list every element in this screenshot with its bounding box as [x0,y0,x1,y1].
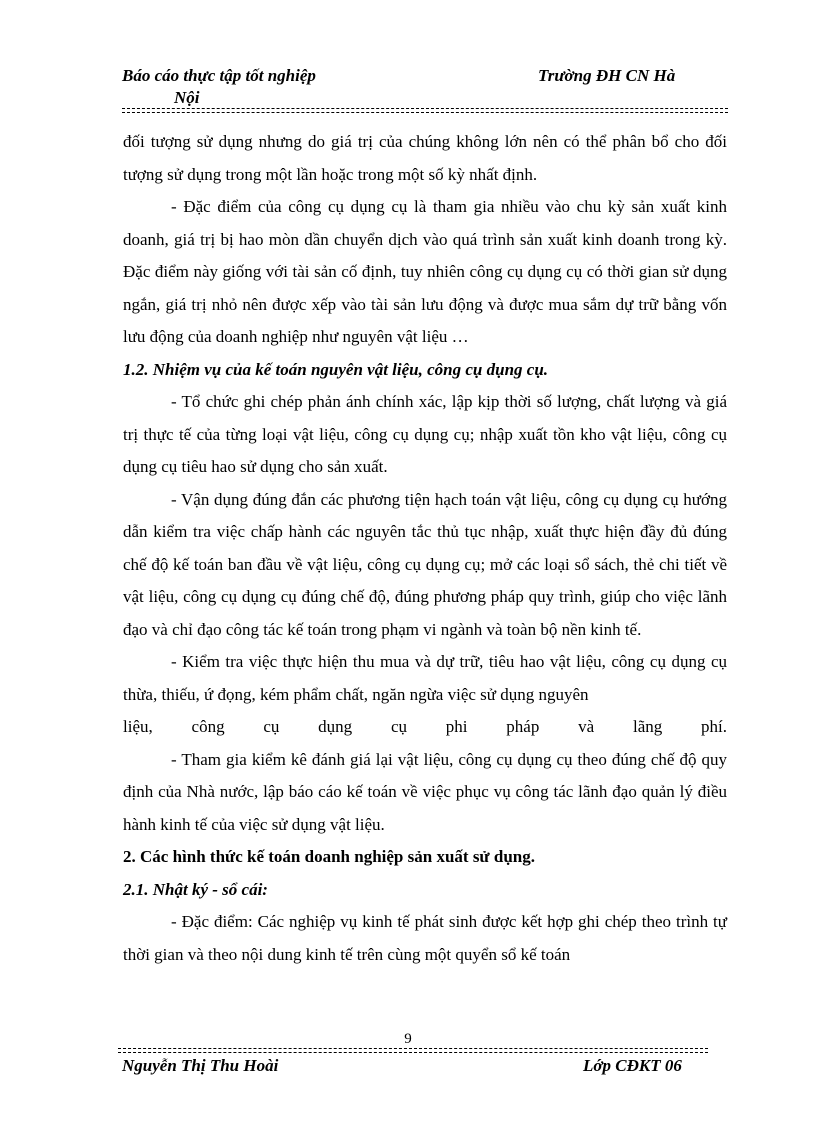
footer-rule-top [118,1048,708,1049]
footer-right: Lớp CĐKT 06 [583,1056,682,1075]
paragraph: - Vận dụng đúng đắn các phương tiện hạch toán vật liệu, công cụ dụng cụ hướng dẫn kiểm tra việc chấp hành các nguyên tắc thủ tục nhập, xuất thực hiện đầy đủ đúng chế độ kế toán ban đầu về vật liệu, công cụ dụng cụ; mở các loại sổ sách, thẻ chi tiết về vật liệu, công cụ dụng cụ đúng chế độ, đúng phương pháp quy trình, giúp cho việc lãnh đạo và chỉ đạo công tác kế toán trong phạm vi ngành và toàn bộ nền kinh tế. [123,489,727,639]
paragraph: - Tham gia kiểm kê đánh giá lại vật liệu, công cụ dụng cụ theo đúng chế độ quy định của Nhà nước, lập báo cáo kế toán về việc phục vụ công tác lãnh đạo quản lý điều hành kinh tế của việc sử dụng vật liệu. [123,749,727,834]
paragraph: liệu, công cụ dụng cụ phi pháp và lãng phí. [123,717,727,736]
header-left-continued: Nội [174,88,200,107]
paragraph: - Kiểm tra việc thực hiện thu mua và dự trữ, tiêu hao vật liệu, công cụ dụng cụ thừa, thiếu, ứ đọng, kém phẩm chất, ngăn ngừa việc sử dụng nguyên [123,652,727,704]
header-rule-bottom [122,112,728,113]
paragraph: - Tổ chức ghi chép phản ánh chính xác, lập kịp thời số lượng, chất lượng và giá trị thực tế của từng loại vật liệu, công cụ dụng cụ; nhập xuất tồn kho vật liệu, công cụ dụng cụ tiêu hao sử dụng cho sản xuất. [123,392,727,476]
header-left: Báo cáo thực tập tốt nghiệp [122,66,316,85]
paragraph: - Đặc điểm: Các nghiệp vụ kinh tế phát sinh được kết hợp ghi chép theo trình tự thời gian và theo nội dung kinh tế trên cùng một quyển sổ kế toán [123,912,727,964]
header-right: Trường ĐH CN Hà [538,66,676,85]
footer-rule-bottom [118,1052,708,1053]
header-rule-top [122,108,728,109]
section-heading: 1.2. Nhiệm vụ của kế toán nguyên vật liệu, công cụ dụng cụ. [123,359,549,379]
section-heading: 2. Các hình thức kế toán doanh nghiệp sản xuất sử dụng. [123,847,536,866]
footer-left: Nguyễn Thị Thu Hoài [122,1056,279,1075]
paragraph: - Đặc điểm của công cụ dụng cụ là tham gia nhiều vào chu kỳ sản xuất kinh doanh, giá trị bị hao mòn dần chuyển dịch vào quá trình sản xuất kinh doanh trong kỳ. Đặc điểm này giống với tài sản cố định, tuy nhiên công cụ dụng cụ có thời gian sử dụng ngắn, giá trị nhỏ nên được xếp vào tài sản lưu động và được mua sắm dự trữ bằng vốn lưu động của doanh nghiệp như nguyên vật liệu … [123,197,727,346]
subsection-heading: 2.1. Nhật ký - sổ cái: [123,879,268,899]
page-number: 9 [404,1031,412,1047]
paragraph: đối tượng sử dụng nhưng do giá trị của chúng không lớn nên có thể phân bổ cho đối tượng sử dụng trong một lần hoặc trong một số kỳ nhất định. [123,132,727,184]
page-body [123,126,727,971]
